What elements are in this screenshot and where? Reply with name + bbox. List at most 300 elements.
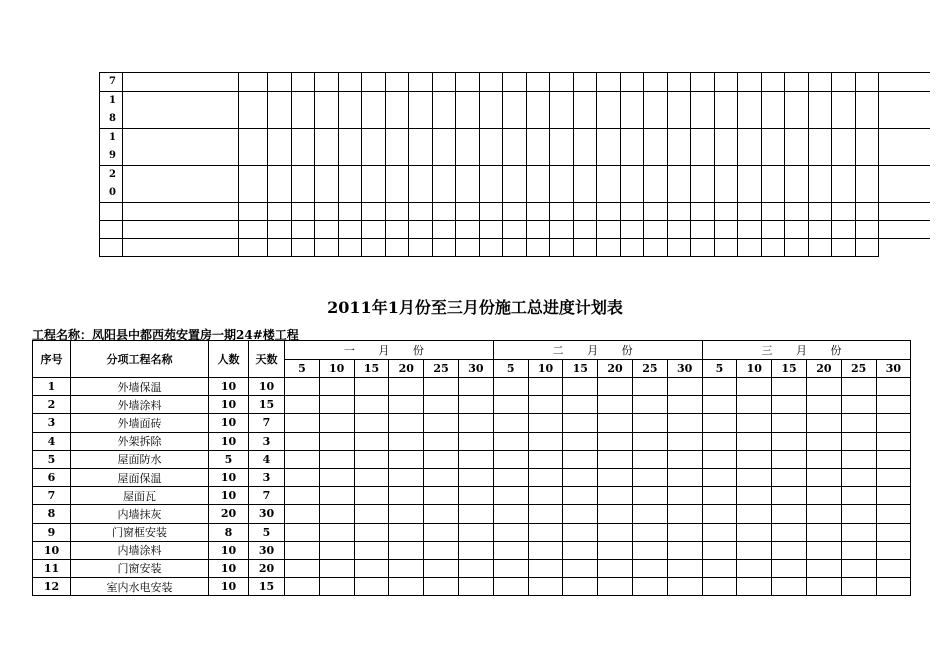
- task-people: 10: [209, 578, 249, 596]
- gantt-cell: [737, 578, 772, 596]
- gantt-cell: [285, 414, 320, 432]
- gantt-cell: [424, 450, 459, 468]
- gantt-cell: [493, 450, 528, 468]
- schedule-cell: [385, 129, 409, 166]
- gantt-cell: [458, 450, 493, 468]
- schedule-cell: [620, 92, 644, 129]
- schedule-cell: [808, 92, 832, 129]
- gantt-cell: [354, 487, 389, 505]
- gantt-cell: [458, 505, 493, 523]
- schedule-cell: [597, 73, 621, 92]
- top-table-row: [100, 221, 930, 239]
- gantt-cell: [876, 396, 911, 414]
- gantt-cell: [876, 414, 911, 432]
- gantt-cell: [563, 505, 598, 523]
- schedule-cell: [239, 166, 268, 203]
- gantt-cell: [389, 414, 424, 432]
- gantt-cell: [528, 505, 563, 523]
- schedule-cell: [808, 239, 832, 257]
- schedule-cell: [808, 221, 832, 239]
- gantt-cell: [354, 505, 389, 523]
- gantt-cell: [424, 541, 459, 559]
- gantt-cell: [598, 559, 633, 577]
- schedule-cell: [644, 203, 668, 221]
- gantt-cell: [702, 414, 737, 432]
- top-table-row: [100, 92, 930, 129]
- header-day-tick: 20: [806, 360, 841, 378]
- header-month: 三 月 份: [702, 341, 911, 360]
- schedule-cell: [239, 203, 268, 221]
- schedule-cell: [526, 239, 550, 257]
- schedule-cell: [526, 92, 550, 129]
- gantt-cell: [598, 450, 633, 468]
- gantt-cell: [772, 432, 807, 450]
- gantt-cell: [285, 578, 320, 596]
- schedule-cell: [738, 203, 762, 221]
- gantt-cell: [702, 505, 737, 523]
- schedule-cell: [832, 221, 856, 239]
- gantt-cell: [285, 432, 320, 450]
- gantt-cell: [667, 578, 702, 596]
- schedule-cell: [526, 221, 550, 239]
- schedule-cell: [239, 221, 268, 239]
- gantt-cell: [772, 505, 807, 523]
- task-people: 8: [209, 523, 249, 541]
- header-month: 二 月 份: [493, 341, 702, 360]
- gantt-cell: [841, 396, 876, 414]
- gantt-cell: [598, 468, 633, 486]
- top-row-number: [100, 239, 123, 257]
- schedule-cell: [597, 92, 621, 129]
- gantt-cell: [285, 468, 320, 486]
- gantt-cell: [876, 378, 911, 396]
- schedule-cell: [550, 73, 574, 92]
- gantt-cell: [737, 523, 772, 541]
- table-row: [33, 414, 911, 432]
- gantt-cell: [458, 468, 493, 486]
- gantt-cell: [841, 559, 876, 577]
- gantt-cell: [458, 578, 493, 596]
- gantt-cell: [598, 505, 633, 523]
- gantt-cell: [702, 559, 737, 577]
- task-name: 屋面防水: [71, 450, 209, 468]
- gantt-cell: [424, 468, 459, 486]
- gantt-cell: [632, 559, 667, 577]
- schedule-cell: [667, 129, 691, 166]
- gantt-cell: [563, 432, 598, 450]
- schedule-cell: [456, 239, 480, 257]
- schedule-cell: [785, 92, 809, 129]
- schedule-cell: [526, 166, 550, 203]
- gantt-cell: [285, 559, 320, 577]
- schedule-cell: [291, 239, 315, 257]
- schedule-cell: [738, 92, 762, 129]
- gantt-cell: [702, 378, 737, 396]
- gantt-cell: [632, 468, 667, 486]
- gantt-cell: [667, 378, 702, 396]
- schedule-cell: [691, 221, 715, 239]
- schedule-cell: [315, 166, 339, 203]
- task-name: 内墙涂料: [71, 541, 209, 559]
- task-days: 7: [249, 414, 285, 432]
- schedule-cell: [503, 92, 527, 129]
- gantt-cell: [528, 487, 563, 505]
- schedule-cell: [879, 92, 930, 129]
- gantt-cell: [806, 378, 841, 396]
- gantt-cell: [598, 578, 633, 596]
- schedule-cell: [832, 239, 856, 257]
- schedule-cell: [644, 92, 668, 129]
- top-row-number: [100, 203, 123, 221]
- task-people: 10: [209, 487, 249, 505]
- schedule-cell: [239, 239, 268, 257]
- schedule-cell: [573, 203, 597, 221]
- task-days: 3: [249, 468, 285, 486]
- schedule-cell: [268, 221, 292, 239]
- task-number: 2: [33, 396, 71, 414]
- schedule-cell: [432, 221, 456, 239]
- schedule-cell: [123, 166, 239, 203]
- task-people: 10: [209, 378, 249, 396]
- row-number-digit: 0: [109, 187, 116, 198]
- gantt-cell: [319, 378, 354, 396]
- schedule-cell: [456, 129, 480, 166]
- schedule-cell: [362, 239, 386, 257]
- schedule-cell: [315, 203, 339, 221]
- gantt-cell: [598, 541, 633, 559]
- gantt-cell: [389, 523, 424, 541]
- task-days: 15: [249, 396, 285, 414]
- task-days: 3: [249, 432, 285, 450]
- gantt-cell: [285, 450, 320, 468]
- schedule-cell: [291, 73, 315, 92]
- header-day-tick: 30: [876, 360, 911, 378]
- gantt-cell: [876, 432, 911, 450]
- task-name: 外墙涂料: [71, 396, 209, 414]
- gantt-cell: [458, 541, 493, 559]
- schedule-cell: [738, 129, 762, 166]
- header-day-tick: 20: [389, 360, 424, 378]
- schedule-cell: [644, 73, 668, 92]
- schedule-cell: [456, 221, 480, 239]
- gantt-cell: [667, 432, 702, 450]
- schedule-cell: [761, 92, 785, 129]
- schedule-cell: [362, 73, 386, 92]
- gantt-cell: [667, 541, 702, 559]
- gantt-cell: [806, 468, 841, 486]
- gantt-cell: [458, 487, 493, 505]
- schedule-cell: [315, 73, 339, 92]
- top-row-number: [100, 92, 123, 129]
- table-row: [33, 396, 911, 414]
- schedule-cell: [620, 221, 644, 239]
- schedule-cell: [714, 203, 738, 221]
- row-number-digit: 1: [109, 132, 116, 143]
- schedule-cell: [761, 239, 785, 257]
- header-day-tick: 25: [632, 360, 667, 378]
- task-days: 20: [249, 559, 285, 577]
- gantt-cell: [667, 523, 702, 541]
- header-day-tick: 5: [493, 360, 528, 378]
- gantt-cell: [389, 468, 424, 486]
- gantt-cell: [563, 578, 598, 596]
- task-number: 1: [33, 378, 71, 396]
- gantt-cell: [841, 432, 876, 450]
- task-number: 6: [33, 468, 71, 486]
- schedule-cell: [785, 166, 809, 203]
- gantt-cell: [354, 523, 389, 541]
- schedule-cell: [620, 73, 644, 92]
- schedule-cell: [855, 221, 879, 239]
- task-number: 4: [33, 432, 71, 450]
- schedule-cell: [808, 73, 832, 92]
- top-row-number: [100, 221, 123, 239]
- schedule-cell: [832, 129, 856, 166]
- task-name: 外墙保温: [71, 378, 209, 396]
- row-number-digit: 7: [109, 76, 116, 87]
- schedule-cell: [620, 239, 644, 257]
- schedule-cell: [573, 239, 597, 257]
- gantt-cell: [841, 487, 876, 505]
- task-number: 5: [33, 450, 71, 468]
- schedule-cell: [526, 129, 550, 166]
- gantt-cell: [285, 541, 320, 559]
- schedule-cell: [761, 221, 785, 239]
- schedule-cell: [409, 221, 433, 239]
- gantt-cell: [424, 505, 459, 523]
- schedule-cell: [832, 73, 856, 92]
- gantt-cell: [424, 378, 459, 396]
- schedule-cell: [667, 166, 691, 203]
- header-days: 天数: [249, 341, 285, 378]
- table-row: [33, 450, 911, 468]
- schedule-cell: [620, 129, 644, 166]
- schedule-cell: [456, 73, 480, 92]
- gantt-cell: [285, 523, 320, 541]
- gantt-cell: [876, 450, 911, 468]
- gantt-cell: [458, 378, 493, 396]
- schedule-cell: [691, 166, 715, 203]
- schedule-cell: [573, 73, 597, 92]
- schedule-cell: [879, 239, 930, 257]
- gantt-cell: [702, 396, 737, 414]
- gantt-cell: [319, 450, 354, 468]
- schedule-cell: [667, 73, 691, 92]
- gantt-cell: [737, 541, 772, 559]
- schedule-cell: [597, 203, 621, 221]
- task-days: 4: [249, 450, 285, 468]
- task-people: 10: [209, 541, 249, 559]
- gantt-cell: [667, 414, 702, 432]
- header-day-tick: 30: [458, 360, 493, 378]
- schedule-cell: [268, 239, 292, 257]
- schedule-cell: [291, 221, 315, 239]
- top-row-number: [100, 73, 123, 92]
- gantt-cell: [876, 487, 911, 505]
- schedule-cell: [714, 129, 738, 166]
- row-number-digit: 9: [109, 150, 116, 161]
- header-seq: 序号: [33, 341, 71, 378]
- schedule-cell: [123, 221, 239, 239]
- gantt-cell: [772, 396, 807, 414]
- gantt-cell: [632, 378, 667, 396]
- gantt-cell: [667, 487, 702, 505]
- gantt-cell: [841, 378, 876, 396]
- task-people: 20: [209, 505, 249, 523]
- schedule-cell: [315, 239, 339, 257]
- gantt-cell: [285, 505, 320, 523]
- gantt-cell: [354, 414, 389, 432]
- gantt-cell: [563, 559, 598, 577]
- gantt-cell: [806, 396, 841, 414]
- schedule-cell: [855, 73, 879, 92]
- gantt-cell: [667, 559, 702, 577]
- gantt-cell: [632, 505, 667, 523]
- gantt-cell: [389, 578, 424, 596]
- task-days: 30: [249, 541, 285, 559]
- gantt-cell: [354, 378, 389, 396]
- gantt-cell: [737, 396, 772, 414]
- schedule-cell: [550, 221, 574, 239]
- top-table-row: [100, 129, 930, 166]
- schedule-cell: [362, 129, 386, 166]
- gantt-cell: [702, 578, 737, 596]
- schedule-cell: [362, 203, 386, 221]
- header-day-tick: 20: [598, 360, 633, 378]
- gantt-cell: [528, 396, 563, 414]
- schedule-cell: [808, 203, 832, 221]
- gantt-cell: [772, 414, 807, 432]
- gantt-cell: [806, 541, 841, 559]
- gantt-cell: [389, 505, 424, 523]
- gantt-cell: [737, 468, 772, 486]
- row-number-digit: 1: [109, 95, 116, 106]
- schedule-cell: [239, 73, 268, 92]
- gantt-cell: [876, 559, 911, 577]
- task-people: 5: [209, 450, 249, 468]
- schedule-cell: [714, 239, 738, 257]
- previous-page-schedule-table: [99, 72, 930, 257]
- schedule-cell: [832, 92, 856, 129]
- schedule-cell: [644, 239, 668, 257]
- gantt-cell: [354, 396, 389, 414]
- schedule-cell: [291, 92, 315, 129]
- gantt-cell: [319, 505, 354, 523]
- gantt-cell: [319, 414, 354, 432]
- schedule-cell: [479, 129, 503, 166]
- top-table-row: [100, 166, 930, 203]
- header-day-tick: 5: [285, 360, 320, 378]
- gantt-cell: [841, 541, 876, 559]
- schedule-cell: [620, 166, 644, 203]
- schedule-cell: [738, 166, 762, 203]
- gantt-cell: [667, 396, 702, 414]
- gantt-cell: [528, 559, 563, 577]
- schedule-cell: [479, 239, 503, 257]
- top-table-row: [100, 239, 930, 257]
- schedule-cell: [362, 166, 386, 203]
- task-days: 7: [249, 487, 285, 505]
- gantt-cell: [737, 414, 772, 432]
- schedule-cell: [385, 239, 409, 257]
- gantt-cell: [354, 541, 389, 559]
- top-table-row: [100, 73, 930, 92]
- schedule-cell: [268, 129, 292, 166]
- schedule-cell: [291, 166, 315, 203]
- gantt-cell: [876, 541, 911, 559]
- schedule-cell: [338, 166, 362, 203]
- gantt-cell: [772, 559, 807, 577]
- schedule-cell: [503, 129, 527, 166]
- schedule-cell: [268, 203, 292, 221]
- gantt-cell: [806, 450, 841, 468]
- schedule-cell: [526, 203, 550, 221]
- gantt-cell: [772, 468, 807, 486]
- gantt-cell: [354, 468, 389, 486]
- gantt-cell: [528, 541, 563, 559]
- gantt-cell: [737, 487, 772, 505]
- table-row: [33, 487, 911, 505]
- schedule-cell: [503, 166, 527, 203]
- task-name: 外墙面砖: [71, 414, 209, 432]
- header-day-tick: 30: [667, 360, 702, 378]
- gantt-cell: [319, 541, 354, 559]
- gantt-cell: [841, 578, 876, 596]
- gantt-cell: [841, 505, 876, 523]
- schedule-cell: [550, 239, 574, 257]
- schedule-cell: [385, 203, 409, 221]
- task-days: 15: [249, 578, 285, 596]
- gantt-cell: [493, 378, 528, 396]
- gantt-cell: [667, 468, 702, 486]
- gantt-cell: [493, 468, 528, 486]
- task-name: 门窗框安装: [71, 523, 209, 541]
- gantt-cell: [702, 487, 737, 505]
- schedule-cell: [879, 221, 930, 239]
- header-day-tick: 25: [841, 360, 876, 378]
- task-days: 10: [249, 378, 285, 396]
- gantt-cell: [493, 523, 528, 541]
- gantt-cell: [354, 432, 389, 450]
- schedule-cell: [123, 92, 239, 129]
- schedule-cell: [503, 203, 527, 221]
- row-number-digit: 8: [109, 113, 116, 124]
- task-days: 30: [249, 505, 285, 523]
- table-row: [33, 432, 911, 450]
- schedule-cell: [573, 221, 597, 239]
- task-name: 外架拆除: [71, 432, 209, 450]
- gantt-cell: [876, 505, 911, 523]
- gantt-cell: [841, 468, 876, 486]
- gantt-cell: [598, 432, 633, 450]
- gantt-cell: [806, 578, 841, 596]
- task-name: 屋面保温: [71, 468, 209, 486]
- gantt-cell: [702, 523, 737, 541]
- task-number: 9: [33, 523, 71, 541]
- gantt-cell: [389, 541, 424, 559]
- schedule-cell: [879, 129, 930, 166]
- schedule-cell: [879, 73, 930, 92]
- gantt-cell: [528, 523, 563, 541]
- schedule-cell: [338, 92, 362, 129]
- gantt-cell: [458, 396, 493, 414]
- schedule-cell: [691, 239, 715, 257]
- gantt-cell: [493, 414, 528, 432]
- gantt-cell: [285, 378, 320, 396]
- schedule-cell: [808, 166, 832, 203]
- schedule-cell: [667, 203, 691, 221]
- gantt-cell: [806, 559, 841, 577]
